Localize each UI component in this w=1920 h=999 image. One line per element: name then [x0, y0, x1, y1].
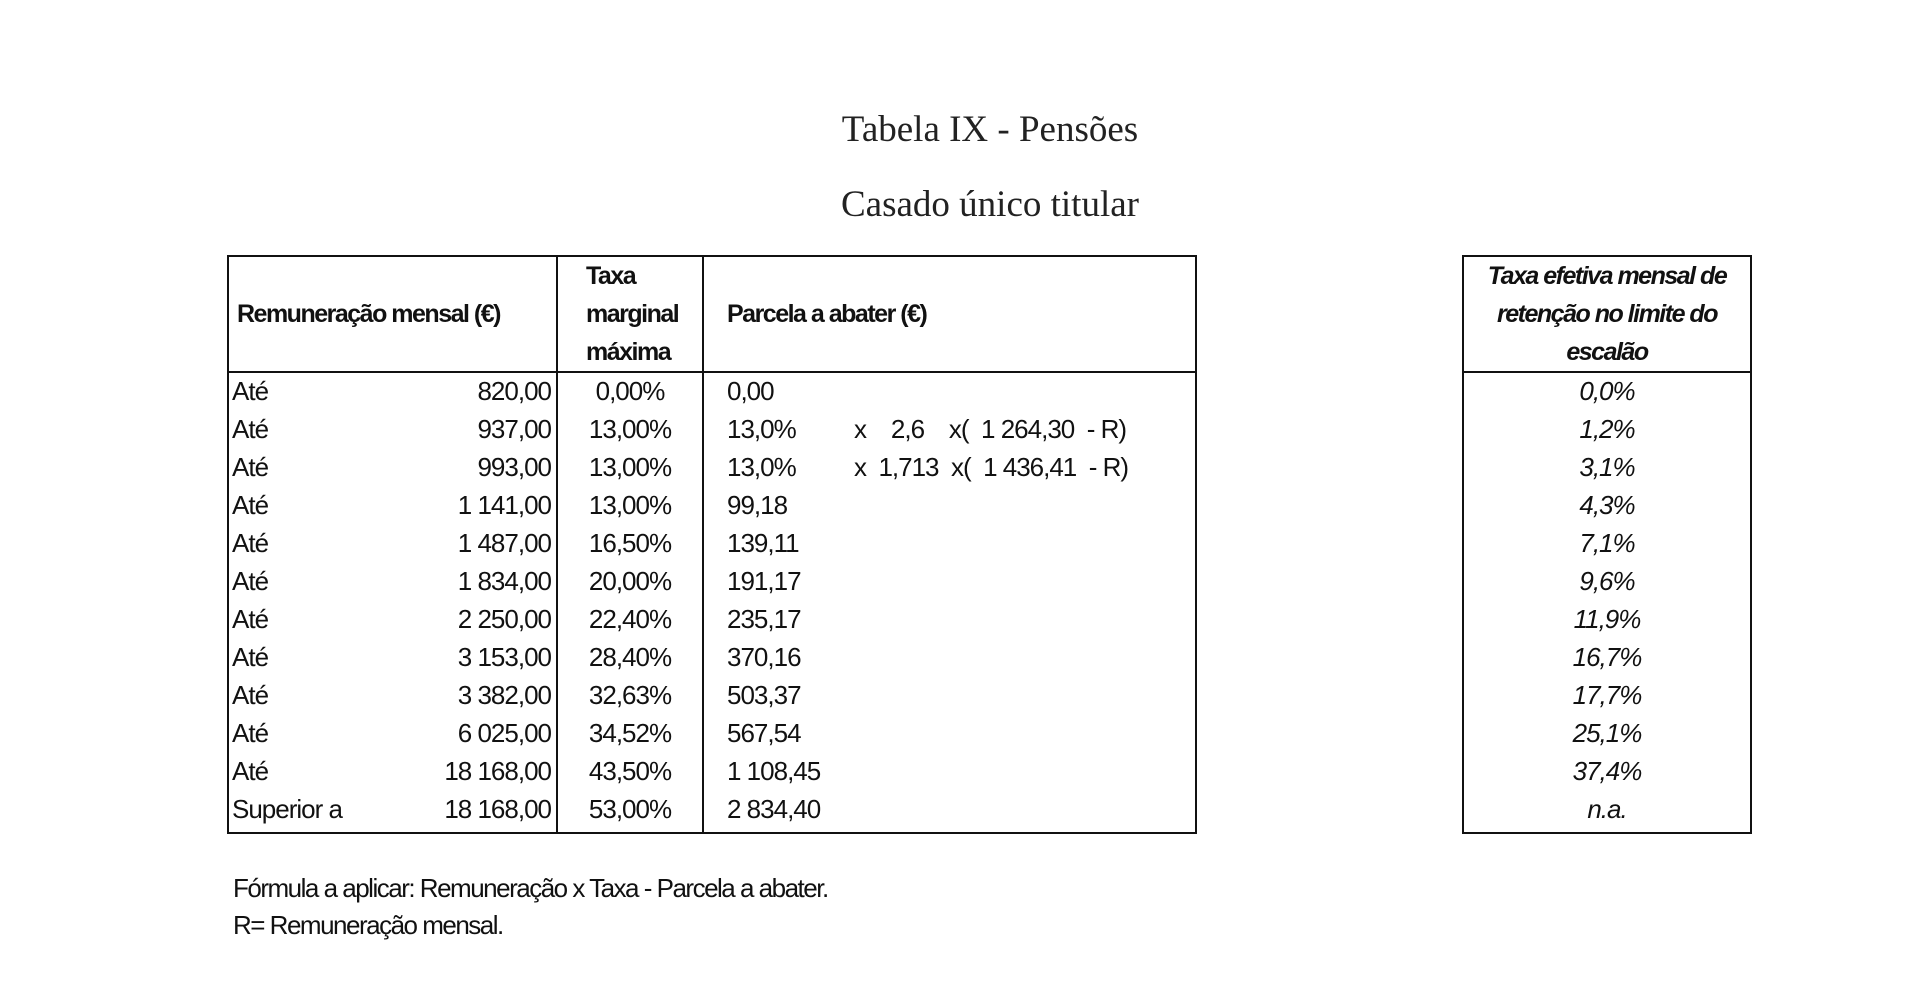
row-taxa-efetiva: n.a.	[1587, 794, 1627, 824]
row-taxa: 13,00%	[588, 490, 672, 520]
header-taxa-2: marginal	[586, 300, 679, 328]
row-label: Até	[232, 490, 269, 520]
row-value: 1 487,00	[457, 528, 551, 558]
row-taxa: 16,50%	[588, 528, 672, 558]
row-taxa-efetiva: 7,1%	[1579, 528, 1635, 558]
row-parcela: 1 108,45	[727, 756, 821, 786]
effective-rate-table	[1462, 255, 1752, 834]
row-taxa: 13,00%	[588, 414, 672, 444]
row-value: 3 153,00	[457, 642, 551, 672]
row-label: Superior a	[232, 794, 342, 824]
row-value: 18 168,00	[444, 794, 551, 824]
header-parcela: Parcela a abater (€)	[727, 300, 927, 328]
row-parcela: 139,11	[727, 528, 799, 558]
row-parcela: 370,16	[727, 642, 801, 672]
row-taxa-efetiva: 0,0%	[1579, 376, 1635, 406]
row-parcela: 235,17	[727, 604, 801, 634]
row-parcela: 191,17	[727, 566, 801, 596]
row-taxa: 0,00%	[595, 376, 665, 406]
page-title: Tabela IX - Pensões	[841, 109, 1139, 150]
row-label: Até	[232, 718, 269, 748]
page-subtitle: Casado único titular	[841, 184, 1139, 225]
row-value: 1 834,00	[457, 566, 551, 596]
header-taxa-efetiva-3: escalão	[1566, 338, 1648, 366]
row-taxa: 53,00%	[588, 794, 672, 824]
row-taxa: 32,63%	[588, 680, 672, 710]
row-value: 2 250,00	[457, 604, 551, 634]
row-taxa-efetiva: 4,3%	[1579, 490, 1635, 520]
row-parcela: 99,18	[727, 490, 788, 520]
row-formula: x 2,6 x( 1 264,30 - R)	[854, 414, 1127, 444]
row-parcela: 0,00	[727, 376, 774, 406]
row-value: 6 025,00	[457, 718, 551, 748]
row-taxa-efetiva: 37,4%	[1572, 756, 1642, 786]
pension-table	[227, 255, 1197, 834]
row-taxa: 28,40%	[588, 642, 672, 672]
row-label: Até	[232, 642, 269, 672]
row-taxa-efetiva: 17,7%	[1572, 680, 1642, 710]
row-formula: x 1,713 x( 1 436,41 - R)	[854, 452, 1129, 482]
row-label: Até	[232, 566, 269, 596]
row-taxa-efetiva: 3,1%	[1579, 452, 1635, 482]
row-parcela: 2 834,40	[727, 794, 821, 824]
row-taxa: 34,52%	[588, 718, 672, 748]
footnote-r: R= Remuneração mensal.	[233, 910, 503, 940]
row-taxa: 43,50%	[588, 756, 672, 786]
row-taxa-efetiva: 25,1%	[1572, 718, 1642, 748]
row-label: Até	[232, 680, 269, 710]
column-divider	[702, 257, 704, 832]
row-taxa-efetiva: 1,2%	[1579, 414, 1635, 444]
row-taxa-efetiva: 11,9%	[1573, 604, 1641, 634]
row-taxa: 13,00%	[588, 452, 672, 482]
header-taxa-efetiva-1: Taxa efetiva mensal de	[1487, 262, 1727, 290]
header-taxa-1: Taxa	[586, 262, 636, 290]
row-value: 937,00	[477, 414, 551, 444]
row-label: Até	[232, 604, 269, 634]
header-divider	[229, 371, 1195, 373]
row-label: Até	[232, 414, 269, 444]
row-taxa-efetiva: 9,6%	[1579, 566, 1635, 596]
row-label: Até	[232, 756, 269, 786]
row-taxa: 22,40%	[588, 604, 672, 634]
row-value: 1 141,00	[457, 490, 551, 520]
header-taxa-efetiva-2: retenção no limite do	[1497, 300, 1717, 328]
row-label: Até	[232, 528, 269, 558]
row-label: Até	[232, 376, 269, 406]
header-taxa-3: máxima	[586, 338, 671, 366]
row-value: 18 168,00	[444, 756, 551, 786]
row-value: 3 382,00	[457, 680, 551, 710]
row-value: 993,00	[477, 452, 551, 482]
row-taxa-efetiva: 16,7%	[1572, 642, 1642, 672]
row-label: Até	[232, 452, 269, 482]
row-parcela: 503,37	[727, 680, 801, 710]
row-parcela: 13,0%	[727, 414, 796, 444]
header-remuneracao: Remuneração mensal (€)	[237, 300, 500, 328]
footnote-formula: Fórmula a aplicar: Remuneração x Taxa - Parcela a abater.	[233, 873, 828, 903]
row-parcela: 567,54	[727, 718, 801, 748]
row-parcela: 13,0%	[727, 452, 796, 482]
row-taxa: 20,00%	[588, 566, 672, 596]
row-value: 820,00	[477, 376, 551, 406]
